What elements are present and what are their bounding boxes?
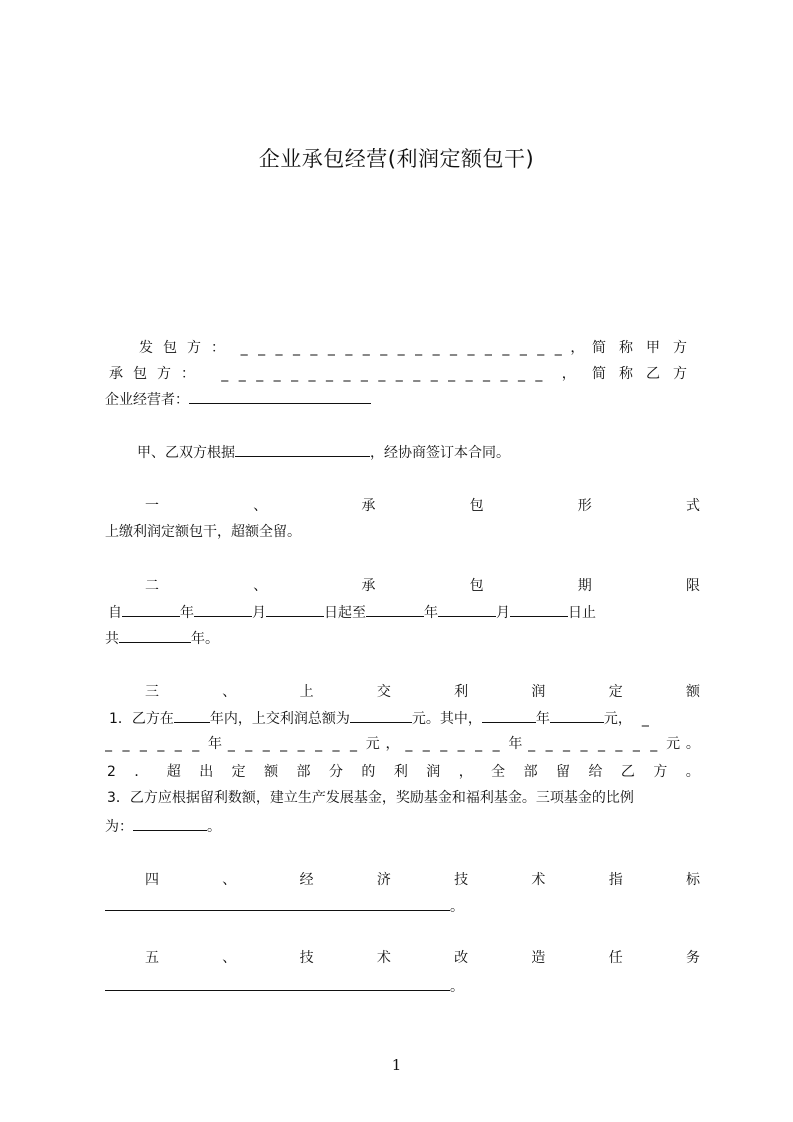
heading-char: 定 bbox=[608, 684, 623, 700]
years-blank bbox=[174, 708, 210, 723]
item1-text: 年内，上交利润总额为 bbox=[209, 711, 350, 727]
blank-text: _ _ _ _ _ _ bbox=[405, 736, 503, 752]
heading-char: 利 bbox=[454, 684, 469, 700]
fabao-blank: _ _ _ _ _ _ _ _ _ _ _ _ _ _ _ _ _ _ _ bbox=[240, 340, 565, 356]
fabao-short: 简称甲方 bbox=[591, 340, 700, 356]
chengbao-line bbox=[105, 364, 700, 384]
section4-heading bbox=[105, 870, 700, 890]
section1-heading bbox=[105, 496, 700, 516]
section5-heading bbox=[105, 948, 700, 968]
item2-char: 留 bbox=[556, 764, 571, 780]
item2-char: ． bbox=[134, 764, 149, 780]
blank-text: _ _ _ _ _ _ bbox=[105, 736, 203, 752]
year-text: 年 bbox=[208, 736, 223, 752]
day-end-text: 日止 bbox=[568, 605, 596, 621]
item1-text: 年 bbox=[535, 711, 550, 727]
tasks-blank bbox=[105, 976, 450, 991]
blank-text: _ _ _ _ _ _ _ _ bbox=[528, 736, 661, 752]
item2-char: 乙 bbox=[620, 764, 635, 780]
heading-char: 、 bbox=[253, 578, 268, 594]
heading-char: 技 bbox=[454, 872, 469, 888]
yuan-text: 元 bbox=[666, 736, 681, 752]
start-day-blank bbox=[266, 602, 324, 617]
heading-char: 润 bbox=[531, 684, 546, 700]
section3-item2 bbox=[105, 762, 700, 782]
heading-char: 形 bbox=[577, 498, 592, 514]
heading-char: 务 bbox=[685, 950, 700, 966]
comma-text: ， bbox=[385, 736, 400, 752]
page-number: 1 bbox=[391, 1056, 402, 1074]
section3-item3-end bbox=[105, 816, 700, 837]
intro-suffix: ，经协商签订本合同。 bbox=[370, 445, 510, 461]
amount1-blank bbox=[550, 708, 604, 723]
fabao-label: 发包方： bbox=[139, 340, 235, 356]
heading-char: 经 bbox=[299, 872, 314, 888]
heading-char: 、 bbox=[222, 872, 237, 888]
section4-blank-line bbox=[105, 896, 700, 917]
heading-char: 术 bbox=[531, 872, 546, 888]
chengbao-blank: _ _ _ _ _ _ _ _ _ _ _ _ _ _ _ _ _ _ _ bbox=[221, 366, 546, 382]
heading-char: 术 bbox=[376, 950, 391, 966]
item2-char: 。 bbox=[685, 764, 700, 780]
item2-char: 部 bbox=[523, 764, 538, 780]
period-text: 。 bbox=[685, 736, 700, 752]
section3-heading bbox=[105, 682, 700, 702]
heading-char: 期 bbox=[577, 578, 592, 594]
period-text: 。 bbox=[450, 979, 464, 995]
end-month-blank bbox=[438, 602, 496, 617]
item2-char: ， bbox=[458, 764, 473, 780]
year1-blank bbox=[482, 708, 536, 723]
item1-text: 元。其中， bbox=[411, 711, 482, 727]
heading-char: 造 bbox=[531, 950, 546, 966]
heading-char: 承 bbox=[361, 498, 376, 514]
heading-char: 承 bbox=[361, 578, 376, 594]
heading-char: 包 bbox=[469, 498, 484, 514]
heading-char: 额 bbox=[685, 684, 700, 700]
item3-text: 为： bbox=[105, 819, 133, 835]
section1-body: 上缴利润定额包干，超额全留。 bbox=[105, 524, 301, 540]
document-title: 企业承包经营(利润定额包干) bbox=[258, 147, 535, 171]
operator-blank bbox=[189, 389, 371, 404]
blank-text: _ _ _ _ _ _ _ _ bbox=[227, 736, 360, 752]
item2-char: 部 bbox=[296, 764, 311, 780]
heading-char: 交 bbox=[376, 684, 391, 700]
period-text: 。 bbox=[450, 899, 464, 915]
item2-char: 全 bbox=[491, 764, 506, 780]
item2-char: 利 bbox=[393, 764, 408, 780]
year-text: 年 bbox=[508, 736, 523, 752]
fabao-suffix: ， bbox=[570, 340, 587, 356]
chengbao-short: 简称乙方 bbox=[592, 366, 700, 382]
item3-text: 。 bbox=[207, 819, 221, 835]
end-day-blank bbox=[510, 602, 568, 617]
heading-char: 三 bbox=[145, 684, 159, 700]
heading-char: 、 bbox=[222, 684, 237, 700]
intro-line bbox=[105, 442, 700, 463]
indicators-blank bbox=[105, 896, 450, 911]
ratio-blank bbox=[133, 816, 207, 831]
heading-char: 、 bbox=[253, 498, 268, 514]
day-to-text: 日起至 bbox=[324, 605, 366, 621]
item2-char: 方 bbox=[653, 764, 668, 780]
section3-item3: 3．乙方应根据留利数额，建立生产发展基金，奖励基金和福利基金。三项基金的比例 bbox=[107, 790, 634, 806]
intro-prefix: 甲、乙双方根据 bbox=[137, 445, 235, 461]
item2-char: 定 bbox=[231, 764, 246, 780]
month-text: 月 bbox=[252, 605, 266, 621]
month-text: 月 bbox=[496, 605, 510, 621]
item2-char: 分 bbox=[328, 764, 343, 780]
operator-line bbox=[105, 389, 700, 410]
item2-char: 润 bbox=[426, 764, 441, 780]
chengbao-label: 承包方： bbox=[109, 366, 205, 382]
heading-char: 、 bbox=[222, 950, 237, 966]
year-text: 年 bbox=[424, 605, 438, 621]
fabao-line bbox=[105, 338, 700, 358]
yuan-text: 元 bbox=[365, 736, 380, 752]
section2-heading bbox=[105, 576, 700, 596]
heading-char: 式 bbox=[685, 498, 700, 514]
heading-char: 上 bbox=[299, 684, 314, 700]
item1-text: 1．乙方在 bbox=[109, 711, 174, 727]
heading-char: 标 bbox=[685, 872, 700, 888]
operator-label: 企业经营者： bbox=[105, 392, 189, 408]
section2-total-line bbox=[105, 628, 700, 649]
item2-char: 的 bbox=[361, 764, 376, 780]
intro-blank bbox=[235, 442, 370, 457]
heading-char: 技 bbox=[299, 950, 314, 966]
start-year-blank bbox=[122, 602, 180, 617]
section3-item1 bbox=[105, 708, 700, 729]
year-text: 年 bbox=[180, 605, 194, 621]
from-text: 自 bbox=[108, 605, 122, 621]
heading-char: 任 bbox=[608, 950, 623, 966]
heading-char: 五 bbox=[145, 950, 159, 966]
heading-char: 限 bbox=[685, 578, 700, 594]
total-years-blank bbox=[119, 628, 191, 643]
section5-blank-line bbox=[105, 976, 700, 997]
end-year-blank bbox=[366, 602, 424, 617]
heading-char: 改 bbox=[454, 950, 469, 966]
start-month-blank bbox=[194, 602, 252, 617]
heading-char: 济 bbox=[376, 872, 391, 888]
heading-char: 四 bbox=[145, 872, 159, 888]
section3-item1-line2 bbox=[105, 734, 700, 754]
item2-char: 超 bbox=[166, 764, 181, 780]
heading-char: 指 bbox=[608, 872, 623, 888]
section2-period-line bbox=[105, 602, 700, 623]
heading-char: 二 bbox=[145, 578, 159, 594]
item2-char: 出 bbox=[199, 764, 214, 780]
chengbao-suffix: ， bbox=[561, 366, 576, 382]
item1-text: 元， bbox=[603, 711, 632, 727]
item2-char: 给 bbox=[588, 764, 603, 780]
total-profit-blank bbox=[350, 708, 412, 723]
total-text: 共 bbox=[105, 631, 119, 647]
item1-text: _ bbox=[641, 711, 649, 727]
heading-char: 包 bbox=[469, 578, 484, 594]
item2-char: 额 bbox=[264, 764, 279, 780]
item2-char: 2 bbox=[107, 764, 116, 780]
year-end-text: 年。 bbox=[191, 631, 219, 647]
heading-char: 一 bbox=[145, 498, 159, 514]
